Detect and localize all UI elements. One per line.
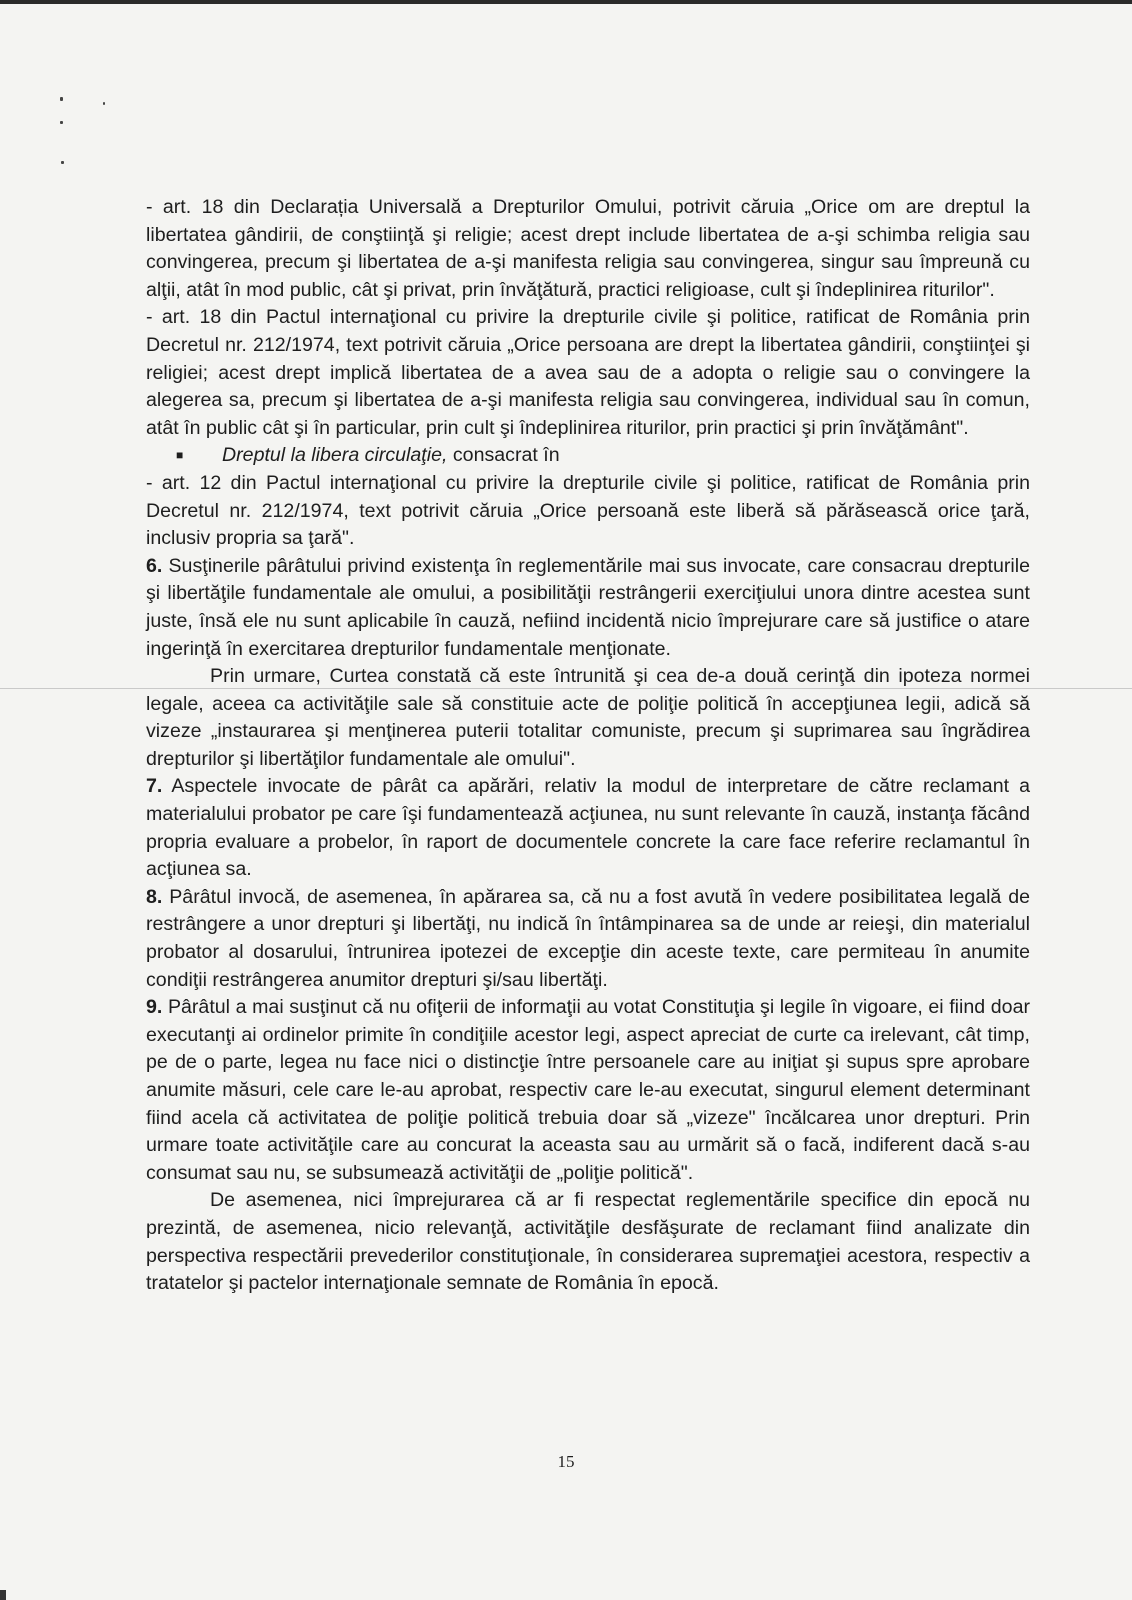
numbered-paragraph-8 [146, 884, 1030, 994]
scan-corner-mark [0, 1590, 6, 1600]
paragraph-text: Susţinerile pârâtului privind existenţa în reglementările mai sus invocate, care consacrau drepturile şi libertăţile fundamentale ale omului, a posibilităţii restrângerii exerciţiului unora dintre acestea sunt juste, însă ele nu sunt aplicabile în cauză, nefiind incidentă nicio împrejurare care să justifice o atare ingerinţă în exercitarea drepturilor fundamentale menţionate. [146, 554, 1030, 660]
paragraph-text: Pârâtul a mai susţinut că nu ofiţerii de informaţii au votat Constituţia şi legile în vigoare, ei fiind doar executanţi ai ordinelor primite în condiţiile acestor legi, aspect apreciat de curte ca irelevant, cât timp, pe de o parte, legea nu face nici o distincţie între persoanele care au iniţiat şi supus spre aprobare anumite măsuri, cele care le-au aprobat, respectiv care le-au executat, singurul element determinant fiind acela că activitatea de poliţie politică trebuia doar să „vizeze" încălcarea unor drepturi. Prin urmare toate activităţile care au concurat la aceasta sau au urmărit să o facă, indiferent dacă s-au consumat sau nu, se subsumează activităţii de „poliţie politică". [146, 996, 1030, 1184]
scan-speck [60, 121, 63, 124]
paragraph-prin-urmare: Prin urmare, Curtea constată că este întrunită şi cea de-a două cerinţă din ipoteza normei legale, aceea ca activităţile sale să constituie acte de poliţie politică în accepţiunea legii, adică să vizeze „instaurarea şi menţinerea puterii totalitar comuniste, precum şi suprimarea sau îngrădirea drepturilor şi libertăţilor fundamentale ale omului". [146, 665, 1030, 770]
scan-border [0, 0, 1132, 4]
paragraph-art18-declaratie: - art. 18 din Declarația Universală a Drepturilor Omului, potrivit căruia „Orice om are dreptul la libertatea gândirii, de conştiinţă şi religie; acest drept include libertatea de a-şi schimba religia sau convingerea, precum şi libertatea de a-şi manifesta religia sau convingerea, singur sau împreună cu alţii, atât în mod public, cât şi privat, prin învăţătură, practici religioase, cult şi îndeplinirea riturilor". [146, 196, 1030, 301]
paragraph-de-asemenea: De asemenea, nici împrejurarea că ar fi respectat reglementările specifice din epocă nu prezintă, de asemenea, nicio relevanţă, activităţile desfăşurate de reclamant fiind analizate din perspectiva respectării prevederilor constituţionale, în considerarea supremaţiei acestora, respectiv a tratatelor şi pactelor internaţionale semnate de România în epocă. [146, 1189, 1030, 1295]
page-number: 15 [557, 1452, 575, 1471]
paragraph-text: Pârâtul invocă, de asemenea, în apărarea sa, că nu a fost avută în vedere posibilitatea legală de restrângere a unor drepturi şi libertăţi, nu indică în întâmpinarea sa de unde ar reieşi, din materialul probator al dosarului, întrunirea ipotezei de excepţie din aceste texte, care permiteau în anumite condiţii restrângerea anumitor drepturi şi/sau libertăţi. [146, 885, 1030, 991]
paragraph-number: 9. [146, 996, 163, 1019]
paragraph-text: Aspectele invocate de pârât ca apărări, relativ la modul de interpretare de către reclamant a materialului probator pe care îşi fundamentează acţiunea, nu sunt relevante în cauză, instanţa făcând propria evaluare a probelor, în raport de documentele concrete la care face referire reclamantul în acţiunea sa. [146, 775, 1030, 881]
numbered-paragraph-9 [146, 994, 1030, 1187]
bullet-item [146, 442, 1030, 470]
document-body [146, 194, 1030, 1298]
paragraph-number: 8. [146, 885, 163, 908]
scan-speck [60, 97, 63, 101]
scan-speck [103, 102, 105, 105]
scan-speck [61, 161, 64, 164]
bullet-text: consacrat în [447, 444, 560, 467]
paragraph-number: 7. [146, 775, 163, 798]
bullet-italic-text: Dreptul la libera circulaţie, [222, 444, 448, 467]
paragraph-art12-pact: - art. 12 din Pactul internaţional cu privire la drepturile civile şi politice, ratificat de România prin Decretul nr. 212/1974, text potrivit căruia „Orice persoană este liberă să părăsească orice ţară, inclusiv propria sa ţară". [146, 471, 1030, 550]
bullet-square-icon: ■ [176, 448, 184, 463]
paragraph-number: 6. [146, 554, 163, 577]
numbered-paragraph-6 [146, 553, 1030, 663]
paragraph-art18-pact: - art. 18 din Pactul internaţional cu privire la drepturile civile şi politice, ratificat de România prin Decretul nr. 212/1974, text potrivit căruia „Orice persoana are drept la libertatea gândirii, conştiinţei şi religiei; acest drept implică libertatea de a avea sau de a adopta o religie sau o convingere la alegerea sa, precum şi libertatea de a-şi manifesta religia sau convingerea, individual sau în comun, atât în public cât şi în particular, prin cult şi îndeplinirea riturilor, prin practici şi prin învăţământ". [146, 306, 1030, 439]
numbered-paragraph-7 [146, 773, 1030, 883]
